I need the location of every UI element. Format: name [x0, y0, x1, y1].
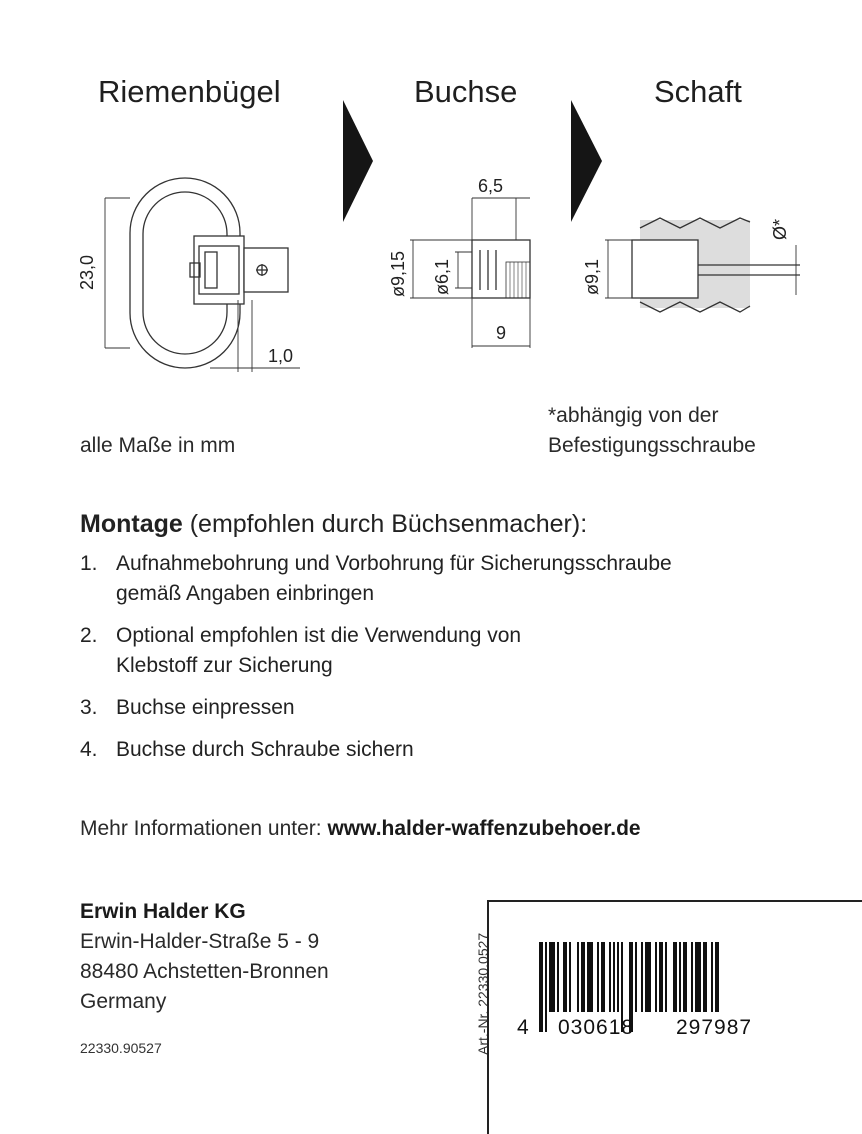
- dim-buchse-inner: ø6,1: [432, 258, 452, 295]
- barcode-bar: [703, 942, 707, 1012]
- barcode-bar: [563, 942, 567, 1012]
- step-2-number: 2.: [80, 624, 98, 647]
- company-street: Erwin-Halder-Straße 5 - 9: [80, 930, 320, 953]
- barcode-bar: [715, 942, 719, 1012]
- barcode-bar: [609, 942, 611, 1012]
- barcode-bar: [577, 942, 579, 1012]
- dim-schaft-screw: Ø*: [770, 218, 790, 240]
- barcode-bar: [539, 942, 543, 1032]
- note-screw-line2: Befestigungsschraube: [548, 434, 756, 457]
- dim-buchse-length-bottom: 9: [496, 323, 507, 343]
- barcode-bar: [711, 942, 713, 1012]
- barcode-bar: [683, 942, 687, 1012]
- step-1-line-1: Aufnahmebohrung und Vorbohrung für Sicherungsschraube: [116, 552, 672, 575]
- note-units: alle Maße in mm: [80, 434, 236, 457]
- company-name: Erwin Halder KG: [80, 900, 246, 923]
- note-screw-line1: *abhängig von der: [548, 404, 719, 427]
- dim-bugel-height: 23,0: [77, 254, 97, 290]
- barcode-bar: [655, 942, 657, 1012]
- barcode-bar: [691, 942, 693, 1012]
- montage-title: Montage: [80, 510, 183, 538]
- barcode-bar: [695, 942, 701, 1012]
- barcode-bar: [645, 942, 651, 1012]
- step-4-line-1: Buchse durch Schraube sichern: [116, 738, 414, 761]
- barcode-bar: [641, 942, 643, 1012]
- barcode-group-left: 030618: [558, 1016, 635, 1039]
- barcode-bar: [601, 942, 605, 1012]
- barcode-bar: [665, 942, 667, 1012]
- barcode-bar: [673, 942, 677, 1012]
- barcode-bar: [545, 942, 547, 1032]
- heading-riemenbuegel: Riemenbügel: [98, 74, 281, 109]
- dim-bugel-wall: 1,0: [268, 346, 294, 366]
- barcode-bar: [557, 942, 559, 1012]
- step-1-number: 1.: [80, 552, 98, 575]
- company-code: 22330.90527: [80, 1040, 162, 1056]
- dim-buchse-length-top: 6,5: [478, 176, 504, 196]
- barcode-digit-first: 4: [517, 1016, 529, 1039]
- company-country: Germany: [80, 990, 167, 1013]
- barcode-bar: [569, 942, 571, 1012]
- barcode-bar: [635, 942, 637, 1012]
- barcode-group-right: 297987: [676, 1016, 753, 1039]
- barcode-bar: [597, 942, 599, 1012]
- info-prefix: Mehr Informationen unter:: [80, 817, 328, 840]
- step-4-number: 4.: [80, 738, 98, 761]
- heading-schaft: Schaft: [654, 74, 742, 109]
- barcode-bar: [549, 942, 555, 1012]
- heading-buchse: Buchse: [414, 74, 518, 109]
- step-2-line-1: Optional empfohlen ist die Verwendung von: [116, 624, 522, 647]
- barcode-bar: [581, 942, 585, 1012]
- step-3-number: 3.: [80, 696, 98, 719]
- step-2-line-2: Klebstoff zur Sicherung: [116, 654, 333, 677]
- barcode-bar: [617, 942, 619, 1012]
- barcode-bar: [679, 942, 681, 1012]
- article-number: Art.-Nr. 22330.0527: [475, 932, 491, 1055]
- info-url-link[interactable]: www.halder-waffenzubehoer.de: [327, 817, 641, 840]
- company-city: 88480 Achstetten-Bronnen: [80, 960, 329, 983]
- barcode-bar: [587, 942, 593, 1012]
- barcode-bar: [659, 942, 663, 1012]
- dim-buchse-outer: ø9,15: [388, 250, 408, 297]
- step-1-line-2: gemäß Angaben einbringen: [116, 582, 375, 605]
- step-3-line-1: Buchse einpressen: [116, 696, 295, 719]
- montage-subtitle: (empfohlen durch Büchsenmacher):: [182, 510, 588, 538]
- dim-schaft-bore: ø9,1: [582, 258, 602, 295]
- barcode-bar: [613, 942, 615, 1012]
